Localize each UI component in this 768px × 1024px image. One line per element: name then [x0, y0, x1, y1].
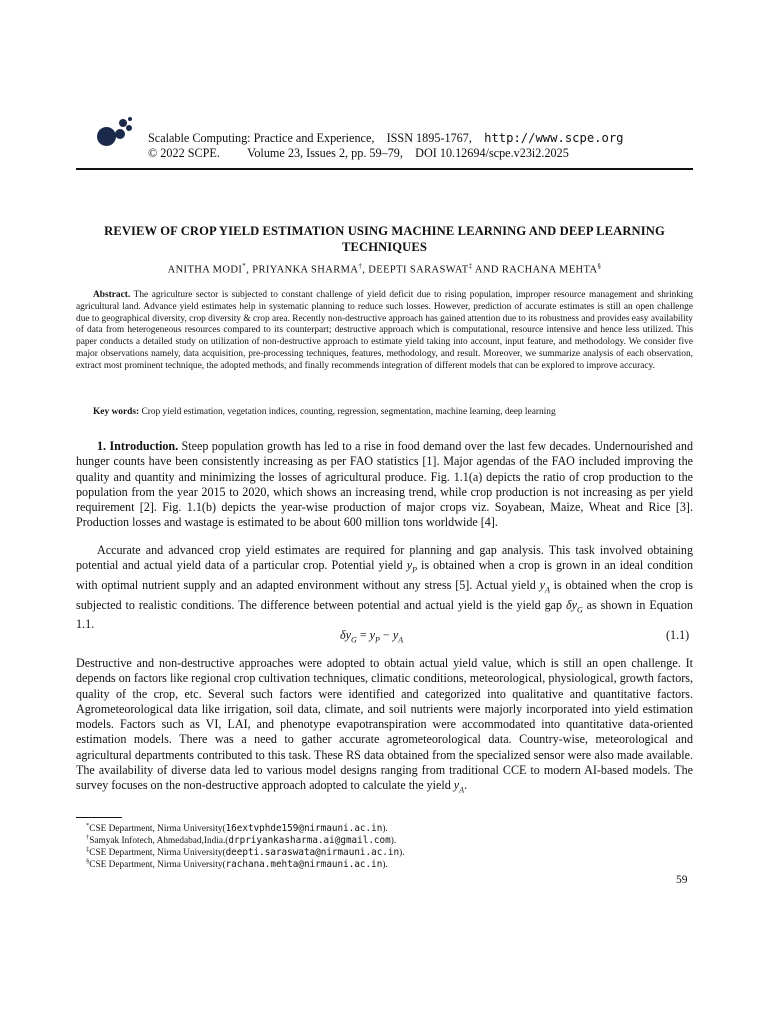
journal-header-line1: [148, 131, 624, 146]
author-name: PRIYANKA SHARMA: [252, 264, 359, 276]
paragraph-text: Steep population growth has led to a rise in food demand over the last few decades. Undernourished and hunger counts have been consistently increasing as per FAO statistics [1]. Major agendas of the FAO included improving the quality and quantity and minimizing the losses of agricultural produce. Fig. 1.1(a) depicts the ratio of crop production to the population from the year 2015 to 2020, which shows an increasing trend, while crop production is not increasing as per yield requirement [2]. Fig. 1.1(b) depicts the year-wise production of major crops viz. Soyabean, Maize, Wheat and Rice [3]. Production losses and wastage is estimated to be about 600 million tons worldwide [4].: [76, 439, 694, 530]
intro-paragraph-2: Accurate and advanced crop yield estimates are required for planning and gap analysis. This task involved obtaining potential and actual yield data of a particular crop. Potential yield $y_P$ is obtained when a crop is grown in an ideal condition with optimal nutrient supply and an adapted environment without any stress [5]. Actual yield $y_A$ is obtained when the crop is subjected to realistic conditions. The difference between potential and actual yield is the yield gap $\delta y_G$ as shown in Equation 1.1.: [76, 543, 693, 632]
footnote-email[interactable]: deepti.saraswata@nirmauni.ac.in: [225, 847, 400, 859]
journal-name: Scalable Computing: Practice and Experience,: [148, 131, 375, 145]
section-heading: 1. Introduction.: [97, 439, 179, 453]
footnote: *CSE Department, Nirma University(16extvphde159@nirmauni.ac.in).: [86, 822, 388, 835]
abstract: [76, 290, 693, 373]
footnote-rule: [76, 817, 122, 818]
author-name: ANITHA MODI: [167, 264, 243, 276]
doi[interactable]: DOI 10.12694/scpe.v23i2.2025: [415, 146, 569, 160]
author-mark: †: [358, 262, 363, 270]
intro-paragraph-1: [76, 439, 693, 531]
abstract-label: Abstract.: [93, 290, 131, 300]
copyright: © 2022 SCPE.: [148, 146, 220, 160]
header-rule: [76, 168, 693, 170]
volume: Volume 23, Issues 2, pp. 59–79,: [247, 146, 403, 160]
footnote: ‡CSE Department, Nirma University(deepti.saraswata@nirmauni.ac.in).: [86, 846, 405, 859]
author-name: DEEPTI SARASWAT: [368, 264, 469, 276]
journal-header-line2: [148, 146, 569, 161]
author-list: ANITHA MODI*, PRIYANKA SHARMA†, DEEPTI SARASWAT‡ AND RACHANA MEHTA§: [167, 262, 602, 276]
paper-title: REVIEW OF CROP YIELD ESTIMATION USING MACHINE LEARNING AND DEEP LEARNING TECHNIQUES: [104, 224, 665, 254]
author-name: RACHANA MEHTA: [501, 264, 598, 276]
author-mark: ‡: [468, 262, 473, 270]
intro-paragraph-3: Destructive and non-destructive approaches were adopted to obtain actual yield value, which is still an open challenge. It depends on factors like regional crop cultivation techniques, climatic conditions, meteorological, physiological, growth factors, quality of the crop, etc. Several such factors were identified and categorized into qualitative and quantitative factors. Agrometeorological data like irrigation, soil data, climate, and soil nutrients were majorly incorporated into yield estimation models. Factors such as VI, LAI, and phenotype evapotranspiration were accommodated into quantitative data-oriented estimation models. There was a need to gather accurate agrometeorological data. Country-wise, meteorological and agricultural departments contributed to this task. These RS data obtained from the specialized sensor were also made available. The availability of diverse data led to various model designs ranging from traditional CCE to modern AI-based models. The survey focuses on the non-destructive approach adopted to calculate the yield $y_A$.: [76, 656, 693, 795]
author-mark: *: [242, 262, 247, 270]
equation: $\delta y_G = y_P - y_A$: [340, 628, 404, 645]
footnote-email[interactable]: rachana.mehta@nirmauni.ac.in: [225, 859, 383, 871]
keywords: [76, 407, 693, 417]
journal-logo: [97, 117, 135, 147]
footnote: †Samyak Infotech, Ahmedabad,India.(drpriyankasharma.ai@gmail.com).: [86, 834, 397, 847]
footnote-email[interactable]: drpriyankasharma.ai@gmail.com: [228, 835, 391, 847]
footnote: §CSE Department, Nirma University(rachana.mehta@nirmauni.ac.in).: [86, 858, 388, 871]
abstract-text: The agriculture sector is subjected to constant challenge of yield deficit due to rising population, improper resource management and shrinking agricultural land. Advance yield estimates help in systematic planning to reduce such losses. However, prediction of accurate estimates is still an open challenge due to geographical diversity, crop diversity & crop area. Recently non-destructive approach has gained attention due to its robustness and provides easy availability of data from heterogeneous resources compared to its counterpart; destructive approach which is computational, resource intensive and hence less utilized. This paper conducts a detailed study on utilization of non-destructive approach to estimate yield taking into account, input feature, and methodology. We consider five major observations namely, data acquisition, pre-processing techniques, features, methodology, and result. Moreover, we summarize analysis of each observation, extract most prominent technique, the adopted methods, and finally recommends integration of different models that can be explored to improve accuracy.: [76, 290, 693, 371]
page-number: 59: [676, 874, 688, 886]
keywords-label: Key words:: [93, 407, 140, 417]
footnote-email[interactable]: 16extvphde159@nirmauni.ac.in: [225, 823, 383, 835]
journal-url[interactable]: http://www.scpe.org: [484, 131, 624, 145]
keywords-text: Crop yield estimation, vegetation indices, counting, regression, segmentation, machine learning, deep learning: [141, 407, 556, 417]
issn: ISSN 1895-1767,: [386, 131, 472, 145]
author-mark: §: [597, 262, 602, 270]
equation-number: (1.1): [666, 628, 690, 642]
